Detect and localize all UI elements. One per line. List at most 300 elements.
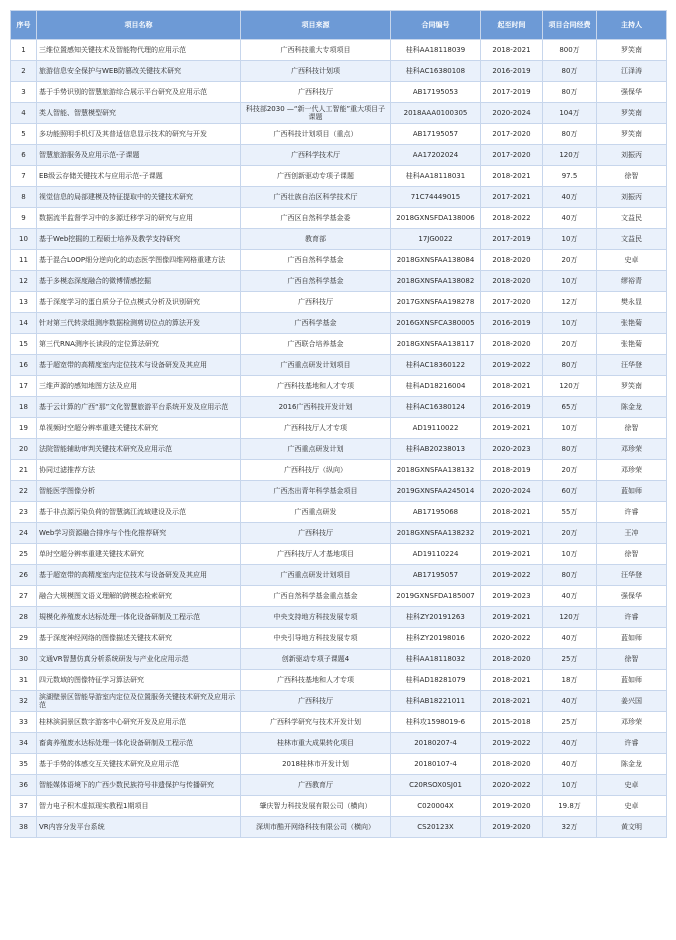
project-name: 单时空超分辨率重建关键技术研究 xyxy=(37,544,241,565)
contract-number: 2018AAA0100305 xyxy=(391,103,481,124)
row-number: 21 xyxy=(11,460,37,481)
project-source: 广西创新驱动专项子课题 xyxy=(241,166,391,187)
header-row xyxy=(11,11,667,40)
project-period: 2020-2024 xyxy=(481,481,543,502)
project-period: 2018-2019 xyxy=(481,460,543,481)
contract-number: 2018GXNSFAA138082 xyxy=(391,271,481,292)
table-row xyxy=(11,187,667,208)
row-number: 12 xyxy=(11,271,37,292)
project-name: 第三代RNA测序长读段的定位算法研究 xyxy=(37,334,241,355)
table-body xyxy=(11,40,667,838)
row-number: 29 xyxy=(11,628,37,649)
project-name: 基于超宽带的高精度室内定位技术与设备研发及其应用 xyxy=(37,565,241,586)
project-period: 2019-2021 xyxy=(481,607,543,628)
project-name: 类人智能、智慧模型研究 xyxy=(37,103,241,124)
project-name: 規模化养殖废水达标处理一体化设备研制及工程示范 xyxy=(37,607,241,628)
row-number: 4 xyxy=(11,103,37,124)
project-source: 广西科技厅 xyxy=(241,292,391,313)
contract-funding: 40万 xyxy=(543,187,597,208)
row-number: 33 xyxy=(11,712,37,733)
contract-funding: 40万 xyxy=(543,208,597,229)
project-leader: 蓝如师 xyxy=(597,670,667,691)
project-leader: 许睿 xyxy=(597,733,667,754)
project-period: 2018-2020 xyxy=(481,334,543,355)
contract-number: 桂科AA18118032 xyxy=(391,649,481,670)
contract-number: AA17202024 xyxy=(391,145,481,166)
contract-number: 2018GXNSFAA138232 xyxy=(391,523,481,544)
project-name: 基于多模态深度融合的微博情感挖掘 xyxy=(37,271,241,292)
contract-number: 2019GXNSFAA245014 xyxy=(391,481,481,502)
table-row xyxy=(11,439,667,460)
project-name: 融合大规模图文语义理解的跨模态检索研究 xyxy=(37,586,241,607)
project-leader: 强保华 xyxy=(597,586,667,607)
contract-funding: 80万 xyxy=(543,82,597,103)
contract-number: 桂科攻1598019-6 xyxy=(391,712,481,733)
contract-number: C20RSOX0SJ01 xyxy=(391,775,481,796)
project-source: 广西科技厅 xyxy=(241,82,391,103)
project-source: 深圳市酷开网络科技有限公司（横向） xyxy=(241,817,391,838)
contract-funding: 97.5 xyxy=(543,166,597,187)
project-leader: 邓珍荣 xyxy=(597,439,667,460)
project-name: 三维声源的感知地图方法及应用 xyxy=(37,376,241,397)
project-name: 基于Web挖掘的工程硕士培养及教学支持研究 xyxy=(37,229,241,250)
row-number: 35 xyxy=(11,754,37,775)
contract-funding: 25万 xyxy=(543,712,597,733)
table-row xyxy=(11,796,667,817)
table-row xyxy=(11,145,667,166)
contract-funding: 40万 xyxy=(543,733,597,754)
project-leader: 刘振丙 xyxy=(597,187,667,208)
project-name: 基于混合L0OP细分逆向化的动态医学图像四维网格重建方法 xyxy=(37,250,241,271)
row-number: 27 xyxy=(11,586,37,607)
project-name: 数据流半监督学习中的多源迁移学习的研究与应用 xyxy=(37,208,241,229)
table-row xyxy=(11,271,667,292)
table-row xyxy=(11,250,667,271)
project-source: 广西自然科学基金 xyxy=(241,271,391,292)
contract-number: AB17195057 xyxy=(391,124,481,145)
contract-funding: 32万 xyxy=(543,817,597,838)
project-name: 基于超宽带的高精度室内定位技术与设备研发及其应用 xyxy=(37,355,241,376)
project-source: 广西重点研发计划项目 xyxy=(241,355,391,376)
project-period: 2018-2021 xyxy=(481,502,543,523)
contract-funding: 40万 xyxy=(543,754,597,775)
table-row xyxy=(11,817,667,838)
row-number: 5 xyxy=(11,124,37,145)
row-number: 13 xyxy=(11,292,37,313)
contract-funding: 40万 xyxy=(543,586,597,607)
contract-number: 71C74449015 xyxy=(391,187,481,208)
project-period: 2018-2020 xyxy=(481,754,543,775)
contract-funding: 120万 xyxy=(543,607,597,628)
project-leader: 蓝如师 xyxy=(597,481,667,502)
project-leader: 文益民 xyxy=(597,229,667,250)
project-period: 2020-2022 xyxy=(481,775,543,796)
row-number: 38 xyxy=(11,817,37,838)
project-period: 2017-2020 xyxy=(481,292,543,313)
contract-funding: 120万 xyxy=(543,376,597,397)
project-source: 中央引导地方科技发展专项 xyxy=(241,628,391,649)
project-name: 旅游信息安全保护与WEB防篡改关键技术研究 xyxy=(37,61,241,82)
project-period: 2019-2022 xyxy=(481,355,543,376)
contract-number: 桂科AB20238013 xyxy=(391,439,481,460)
contract-number: CS20123X xyxy=(391,817,481,838)
project-name: 智能医学图像分析 xyxy=(37,481,241,502)
project-period: 2019-2023 xyxy=(481,586,543,607)
project-leader: 罗笑南 xyxy=(597,376,667,397)
project-source: 肇庆智力科技发展有限公司（横向） xyxy=(241,796,391,817)
contract-number: 2018GXNSFDA138006 xyxy=(391,208,481,229)
table-row xyxy=(11,502,667,523)
project-period: 2016-2019 xyxy=(481,313,543,334)
table-row xyxy=(11,628,667,649)
project-leader: 张艳菊 xyxy=(597,334,667,355)
project-leader: 史卓 xyxy=(597,796,667,817)
contract-funding: 80万 xyxy=(543,439,597,460)
row-number: 9 xyxy=(11,208,37,229)
project-source: 广西科学技术厅 xyxy=(241,145,391,166)
table-row xyxy=(11,82,667,103)
row-number: 17 xyxy=(11,376,37,397)
row-number: 36 xyxy=(11,775,37,796)
header-code: 合同编号 xyxy=(391,11,481,40)
project-source: 广西区自然科学基金委 xyxy=(241,208,391,229)
project-source: 广西自然科学基金重点基金 xyxy=(241,586,391,607)
project-period: 2018-2021 xyxy=(481,376,543,397)
project-leader: 刘振丙 xyxy=(597,145,667,166)
project-period: 2019-2022 xyxy=(481,733,543,754)
contract-number: AB17195057 xyxy=(391,565,481,586)
project-source: 广西科技基地和人才专项 xyxy=(241,376,391,397)
row-number: 25 xyxy=(11,544,37,565)
project-source: 2018桂林市开发计划 xyxy=(241,754,391,775)
project-source: 2016广西科技开发计划 xyxy=(241,397,391,418)
contract-funding: 18万 xyxy=(543,670,597,691)
project-name: 法院智能辅助审判关键技术研究及应用示范 xyxy=(37,439,241,460)
contract-number: 桂科AA18118039 xyxy=(391,40,481,61)
table-row xyxy=(11,649,667,670)
project-source: 科技部2030 —“新一代人工智能”重大项目子课题 xyxy=(241,103,391,124)
row-number: 20 xyxy=(11,439,37,460)
project-name: 桂林滨洞景区数字游客中心研究开发及应用示范 xyxy=(37,712,241,733)
project-period: 2018-2020 xyxy=(481,649,543,670)
project-period: 2019-2020 xyxy=(481,796,543,817)
row-number: 31 xyxy=(11,670,37,691)
project-leader: 缪裕青 xyxy=(597,271,667,292)
project-period: 2018-2021 xyxy=(481,670,543,691)
table-row xyxy=(11,208,667,229)
contract-number: AB17195053 xyxy=(391,82,481,103)
project-name: VR内容分发平台系统 xyxy=(37,817,241,838)
project-leader: 徐智 xyxy=(597,649,667,670)
project-name: 智慧旅游服务及应用示范-子课题 xyxy=(37,145,241,166)
project-leader: 邓珍荣 xyxy=(597,460,667,481)
contract-funding: 10万 xyxy=(543,313,597,334)
project-name: 基于深度神经网络的图像描述关键技术研究 xyxy=(37,628,241,649)
table-row xyxy=(11,565,667,586)
project-period: 2018-2020 xyxy=(481,271,543,292)
project-period: 2018-2020 xyxy=(481,250,543,271)
project-name: 协同过滤推荐方法 xyxy=(37,460,241,481)
table-row xyxy=(11,460,667,481)
row-number: 15 xyxy=(11,334,37,355)
row-number: 10 xyxy=(11,229,37,250)
contract-funding: 20万 xyxy=(543,250,597,271)
project-name: 视觉信息的局部建模及特征提取中的关键技术研究 xyxy=(37,187,241,208)
project-name: 畜禽养殖废水达标处理一体化设备研制及工程示范 xyxy=(37,733,241,754)
project-name: 多功能照明手机灯及其普适信息显示技术的研究与开发 xyxy=(37,124,241,145)
project-leader: 陈金龙 xyxy=(597,397,667,418)
contract-number: 桂科AC16380108 xyxy=(391,61,481,82)
project-leader: 樊永显 xyxy=(597,292,667,313)
contract-number: C020004X xyxy=(391,796,481,817)
project-leader: 罗笑南 xyxy=(597,124,667,145)
project-period: 2016-2019 xyxy=(481,397,543,418)
project-source: 中央支持地方科技发展专项 xyxy=(241,607,391,628)
contract-number: 桂科ZY20198016 xyxy=(391,628,481,649)
project-period: 2018-2022 xyxy=(481,208,543,229)
header-name: 项目名称 xyxy=(37,11,241,40)
table-row xyxy=(11,334,667,355)
project-period: 2016-2019 xyxy=(481,61,543,82)
project-name: 智力电子积木虚拟现实教程1期项目 xyxy=(37,796,241,817)
project-source: 教育部 xyxy=(241,229,391,250)
table-row xyxy=(11,775,667,796)
row-number: 7 xyxy=(11,166,37,187)
project-period: 2015-2018 xyxy=(481,712,543,733)
contract-funding: 60万 xyxy=(543,481,597,502)
contract-funding: 80万 xyxy=(543,124,597,145)
table-row xyxy=(11,313,667,334)
project-source: 广西科技厅 xyxy=(241,691,391,712)
project-source: 广西科技计划项目（重点） xyxy=(241,124,391,145)
table-row xyxy=(11,418,667,439)
contract-number: 20180107-4 xyxy=(391,754,481,775)
project-leader: 江泽涛 xyxy=(597,61,667,82)
contract-funding: 19.8万 xyxy=(543,796,597,817)
row-number: 16 xyxy=(11,355,37,376)
contract-number: 20180207-4 xyxy=(391,733,481,754)
project-period: 2018-2021 xyxy=(481,40,543,61)
project-name: EB级云存储关键技术与应用示范-子课题 xyxy=(37,166,241,187)
row-number: 34 xyxy=(11,733,37,754)
contract-funding: 40万 xyxy=(543,691,597,712)
row-number: 23 xyxy=(11,502,37,523)
contract-funding: 20万 xyxy=(543,523,597,544)
table-row xyxy=(11,376,667,397)
table-row xyxy=(11,586,667,607)
table-row xyxy=(11,523,667,544)
row-number: 18 xyxy=(11,397,37,418)
contract-funding: 80万 xyxy=(543,565,597,586)
project-leader: 许睿 xyxy=(597,502,667,523)
table-row xyxy=(11,544,667,565)
row-number: 3 xyxy=(11,82,37,103)
row-number: 32 xyxy=(11,691,37,712)
project-leader: 张艳菊 xyxy=(597,313,667,334)
project-leader: 史卓 xyxy=(597,250,667,271)
contract-number: 2018GXNSFAA138117 xyxy=(391,334,481,355)
project-source: 广西自然科学基金 xyxy=(241,250,391,271)
contract-number: 2018GXNSFAA138132 xyxy=(391,460,481,481)
row-number: 6 xyxy=(11,145,37,166)
project-source: 广西科学研究与技术开发计划 xyxy=(241,712,391,733)
contract-funding: 10万 xyxy=(543,775,597,796)
table-row xyxy=(11,712,667,733)
project-name: 文通VR智慧仿真分析系统研发与产业化应用示范 xyxy=(37,649,241,670)
project-period: 2020-2023 xyxy=(481,439,543,460)
row-number: 19 xyxy=(11,418,37,439)
row-number: 2 xyxy=(11,61,37,82)
project-period: 2017-2019 xyxy=(481,82,543,103)
contract-funding: 10万 xyxy=(543,229,597,250)
project-name: 基于手势识别的智慧旅游综合展示平台研究及应用示范 xyxy=(37,82,241,103)
table-row xyxy=(11,691,667,712)
project-name: Web学习资源融合排序与个性化推荐研究 xyxy=(37,523,241,544)
contract-funding: 40万 xyxy=(543,628,597,649)
project-leader: 蓝如师 xyxy=(597,628,667,649)
row-number: 8 xyxy=(11,187,37,208)
project-leader: 徐智 xyxy=(597,544,667,565)
project-source: 广西重点研发计划项目 xyxy=(241,565,391,586)
project-source: 广西重点研发计划 xyxy=(241,439,391,460)
contract-number: 17JG0022 xyxy=(391,229,481,250)
table-row xyxy=(11,61,667,82)
contract-number: 2019GXNSFDA185007 xyxy=(391,586,481,607)
contract-number: 2017GXNSFAA198278 xyxy=(391,292,481,313)
table-row xyxy=(11,481,667,502)
header-fund: 项目合同经费 xyxy=(543,11,597,40)
row-number: 28 xyxy=(11,607,37,628)
project-leader: 许睿 xyxy=(597,607,667,628)
project-name: 三维位置感知关键技术及智能物代理的应用示范 xyxy=(37,40,241,61)
contract-number: 桂科AC18360122 xyxy=(391,355,481,376)
project-name: 基于非点源污染负荷的智慧漓江流域建设及示范 xyxy=(37,502,241,523)
project-leader: 罗笑南 xyxy=(597,103,667,124)
contract-funding: 10万 xyxy=(543,418,597,439)
row-number: 1 xyxy=(11,40,37,61)
table-row xyxy=(11,103,667,124)
project-source: 广西联合培养基金 xyxy=(241,334,391,355)
contract-funding: 10万 xyxy=(543,544,597,565)
table-row xyxy=(11,292,667,313)
contract-funding: 65万 xyxy=(543,397,597,418)
contract-number: 桂科AB18221011 xyxy=(391,691,481,712)
project-period: 2019-2021 xyxy=(481,544,543,565)
contract-number: 桂科AD18281079 xyxy=(391,670,481,691)
contract-number: 桂科AC16380124 xyxy=(391,397,481,418)
project-source: 桂林市重大成果转化项目 xyxy=(241,733,391,754)
project-source: 广西科技厅 xyxy=(241,523,391,544)
contract-number: AB17195068 xyxy=(391,502,481,523)
project-source: 广西壮族自治区科学技术厅 xyxy=(241,187,391,208)
contract-funding: 800万 xyxy=(543,40,597,61)
table-row xyxy=(11,124,667,145)
project-period: 2018-2021 xyxy=(481,166,543,187)
table-row xyxy=(11,229,667,250)
project-period: 2020-2022 xyxy=(481,628,543,649)
contract-funding: 104万 xyxy=(543,103,597,124)
contract-number: 2018GXNSFAA138084 xyxy=(391,250,481,271)
project-period: 2017-2020 xyxy=(481,124,543,145)
contract-number: 桂科ZY20191263 xyxy=(391,607,481,628)
project-period: 2019-2020 xyxy=(481,817,543,838)
project-period: 2019-2021 xyxy=(481,418,543,439)
project-source: 广西重点研发 xyxy=(241,502,391,523)
contract-funding: 25万 xyxy=(543,649,597,670)
project-source: 广西科技计划项 xyxy=(241,61,391,82)
table-row xyxy=(11,733,667,754)
row-number: 14 xyxy=(11,313,37,334)
contract-number: 桂科AD18216004 xyxy=(391,376,481,397)
project-leader: 徐智 xyxy=(597,418,667,439)
contract-funding: 55万 xyxy=(543,502,597,523)
project-table xyxy=(10,10,667,838)
contract-funding: 80万 xyxy=(543,355,597,376)
row-number: 11 xyxy=(11,250,37,271)
project-source: 广西科学基金 xyxy=(241,313,391,334)
project-period: 2017-2020 xyxy=(481,145,543,166)
project-name: 四元数域的图像特征学习算法研究 xyxy=(37,670,241,691)
header-no: 序号 xyxy=(11,11,37,40)
project-source: 广西科技基地和人才专项 xyxy=(241,670,391,691)
project-period: 2020-2024 xyxy=(481,103,543,124)
project-leader: 文益民 xyxy=(597,208,667,229)
project-period: 2019-2022 xyxy=(481,565,543,586)
project-name: 单视频时空超分辨率重建关键技术研究 xyxy=(37,418,241,439)
project-leader: 汪华登 xyxy=(597,355,667,376)
row-number: 22 xyxy=(11,481,37,502)
project-source: 广西杰出青年科学基金项目 xyxy=(241,481,391,502)
project-source: 广西科技重大专项项目 xyxy=(241,40,391,61)
contract-funding: 120万 xyxy=(543,145,597,166)
contract-number: 桂科AA18118031 xyxy=(391,166,481,187)
table-header xyxy=(11,11,667,40)
project-leader: 王冲 xyxy=(597,523,667,544)
header-period: 起至时间 xyxy=(481,11,543,40)
project-source: 广西科技厅人才基地项目 xyxy=(241,544,391,565)
contract-number: AD19110022 xyxy=(391,418,481,439)
project-period: 2017-2019 xyxy=(481,229,543,250)
project-leader: 邓珍荣 xyxy=(597,712,667,733)
contract-funding: 12万 xyxy=(543,292,597,313)
row-number: 30 xyxy=(11,649,37,670)
project-period: 2018-2021 xyxy=(481,691,543,712)
project-source: 创新驱动专项子课题4 xyxy=(241,649,391,670)
contract-number: AD19110224 xyxy=(391,544,481,565)
table-row xyxy=(11,754,667,775)
project-name: 针对第三代转录组测序数据检测剪切位点的算法开发 xyxy=(37,313,241,334)
project-name: 基于云计算的广西“那”文化智慧旅游平台系统开发及应用示范 xyxy=(37,397,241,418)
header-source: 项目来源 xyxy=(241,11,391,40)
project-leader: 徐智 xyxy=(597,166,667,187)
contract-number: 2016GXNSFCA380005 xyxy=(391,313,481,334)
project-leader: 史卓 xyxy=(597,775,667,796)
project-source: 广西科技厅人才专项 xyxy=(241,418,391,439)
contract-funding: 80万 xyxy=(543,61,597,82)
project-source: 广西教育厅 xyxy=(241,775,391,796)
table-row xyxy=(11,607,667,628)
row-number: 26 xyxy=(11,565,37,586)
project-leader: 罗笑南 xyxy=(597,40,667,61)
project-leader: 姜兴国 xyxy=(597,691,667,712)
table-row xyxy=(11,166,667,187)
project-leader: 汪华登 xyxy=(597,565,667,586)
project-name: 智能媒体语境下的广西少数民族符号非遗保护与传播研究 xyxy=(37,775,241,796)
project-leader: 强保华 xyxy=(597,82,667,103)
contract-funding: 20万 xyxy=(543,334,597,355)
table-row xyxy=(11,397,667,418)
project-leader: 陈金龙 xyxy=(597,754,667,775)
